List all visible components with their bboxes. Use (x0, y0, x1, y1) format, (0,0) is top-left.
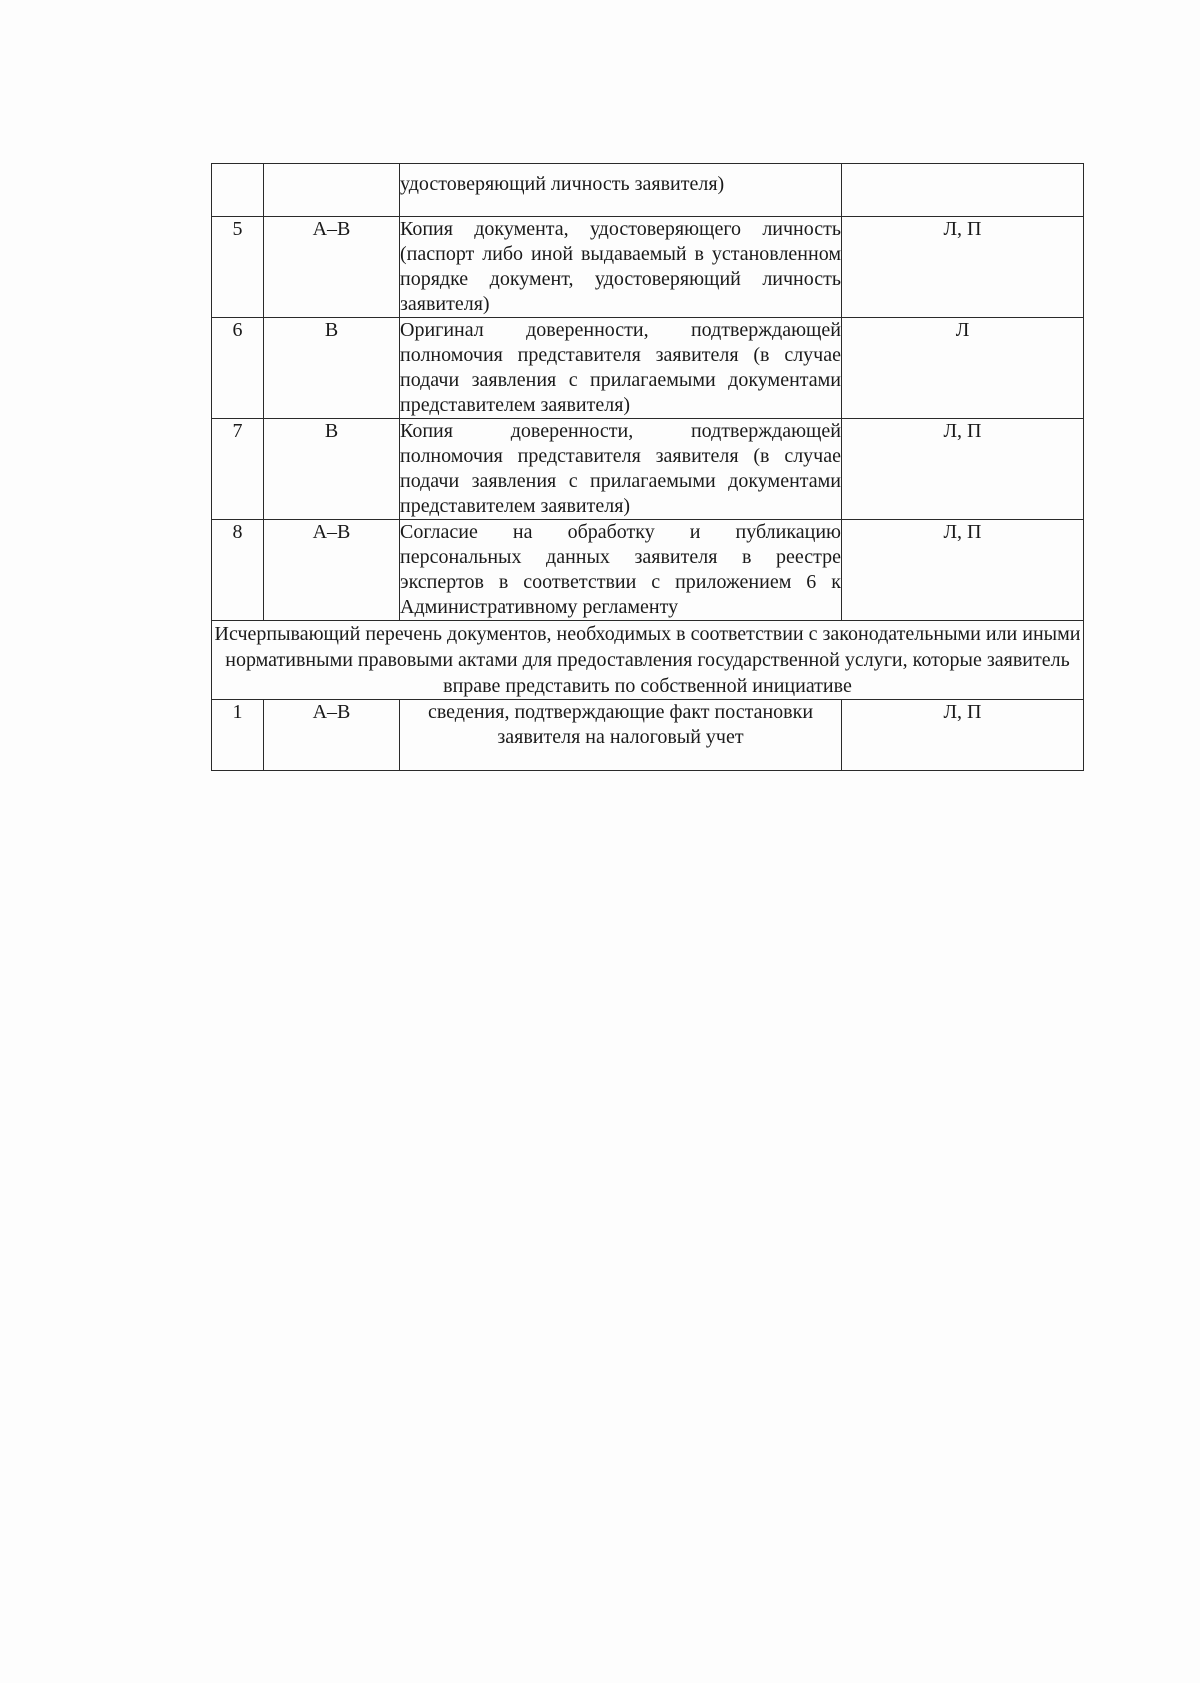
applicant-category-cell (264, 164, 400, 217)
table-row (212, 217, 1084, 318)
row-number-cell: 6 (212, 318, 264, 419)
section-header: Исчерпывающий перечень документов, необходимых в соответствии с законодательными или иными нормативными правовыми актами для предоставления государственной услуги, которые заявитель вправе представить по собственной инициативе (212, 621, 1084, 700)
table-section-header-row (212, 621, 1084, 700)
row-number-cell: 8 (212, 520, 264, 621)
document-name-cell: Копия доверенности, подтверждающей полномочия представителя заявителя (в случае подачи заявления с прилагаемыми документами представителем заявителя) (400, 419, 842, 520)
document-form-cell (842, 164, 1084, 217)
document-name-cell: сведения, подтверждающие факт постановки заявителя на налоговый учет (400, 700, 842, 771)
document-form-cell: Л (842, 318, 1084, 419)
row-number-cell: 7 (212, 419, 264, 520)
row-number-cell: 1 (212, 700, 264, 771)
applicant-category-cell: А–В (264, 520, 400, 621)
applicant-category-cell: В (264, 318, 400, 419)
document-name-cell: Оригинал доверенности, подтверждающей полномочия представителя заявителя (в случае подачи заявления с прилагаемыми документами представителем заявителя) (400, 318, 842, 419)
applicant-category-cell: В (264, 419, 400, 520)
row-number-cell: 5 (212, 217, 264, 318)
table-row (212, 520, 1084, 621)
document-form-cell: Л, П (842, 217, 1084, 318)
document-name-cell: Согласие на обработку и публикацию персональных данных заявителя в реестре экспертов в соответствии с приложением 6 к Административному регламенту (400, 520, 842, 621)
document-form-cell: Л, П (842, 700, 1084, 771)
document-form-cell: Л, П (842, 520, 1084, 621)
documents-table (211, 163, 1084, 771)
document-name-cell: Копия документа, удостоверяющего личность (паспорт либо иной выдаваемый в установленном порядке документ, удостоверяющий личность заявителя) (400, 217, 842, 318)
table-row (212, 419, 1084, 520)
row-number-cell (212, 164, 264, 217)
document-name-cell: удостоверяющий личность заявителя) (400, 164, 842, 217)
table-row (212, 164, 1084, 217)
table-row (212, 318, 1084, 419)
document-form-cell: Л, П (842, 419, 1084, 520)
applicant-category-cell: А–В (264, 217, 400, 318)
table-row (212, 700, 1084, 771)
applicant-category-cell: А–В (264, 700, 400, 771)
